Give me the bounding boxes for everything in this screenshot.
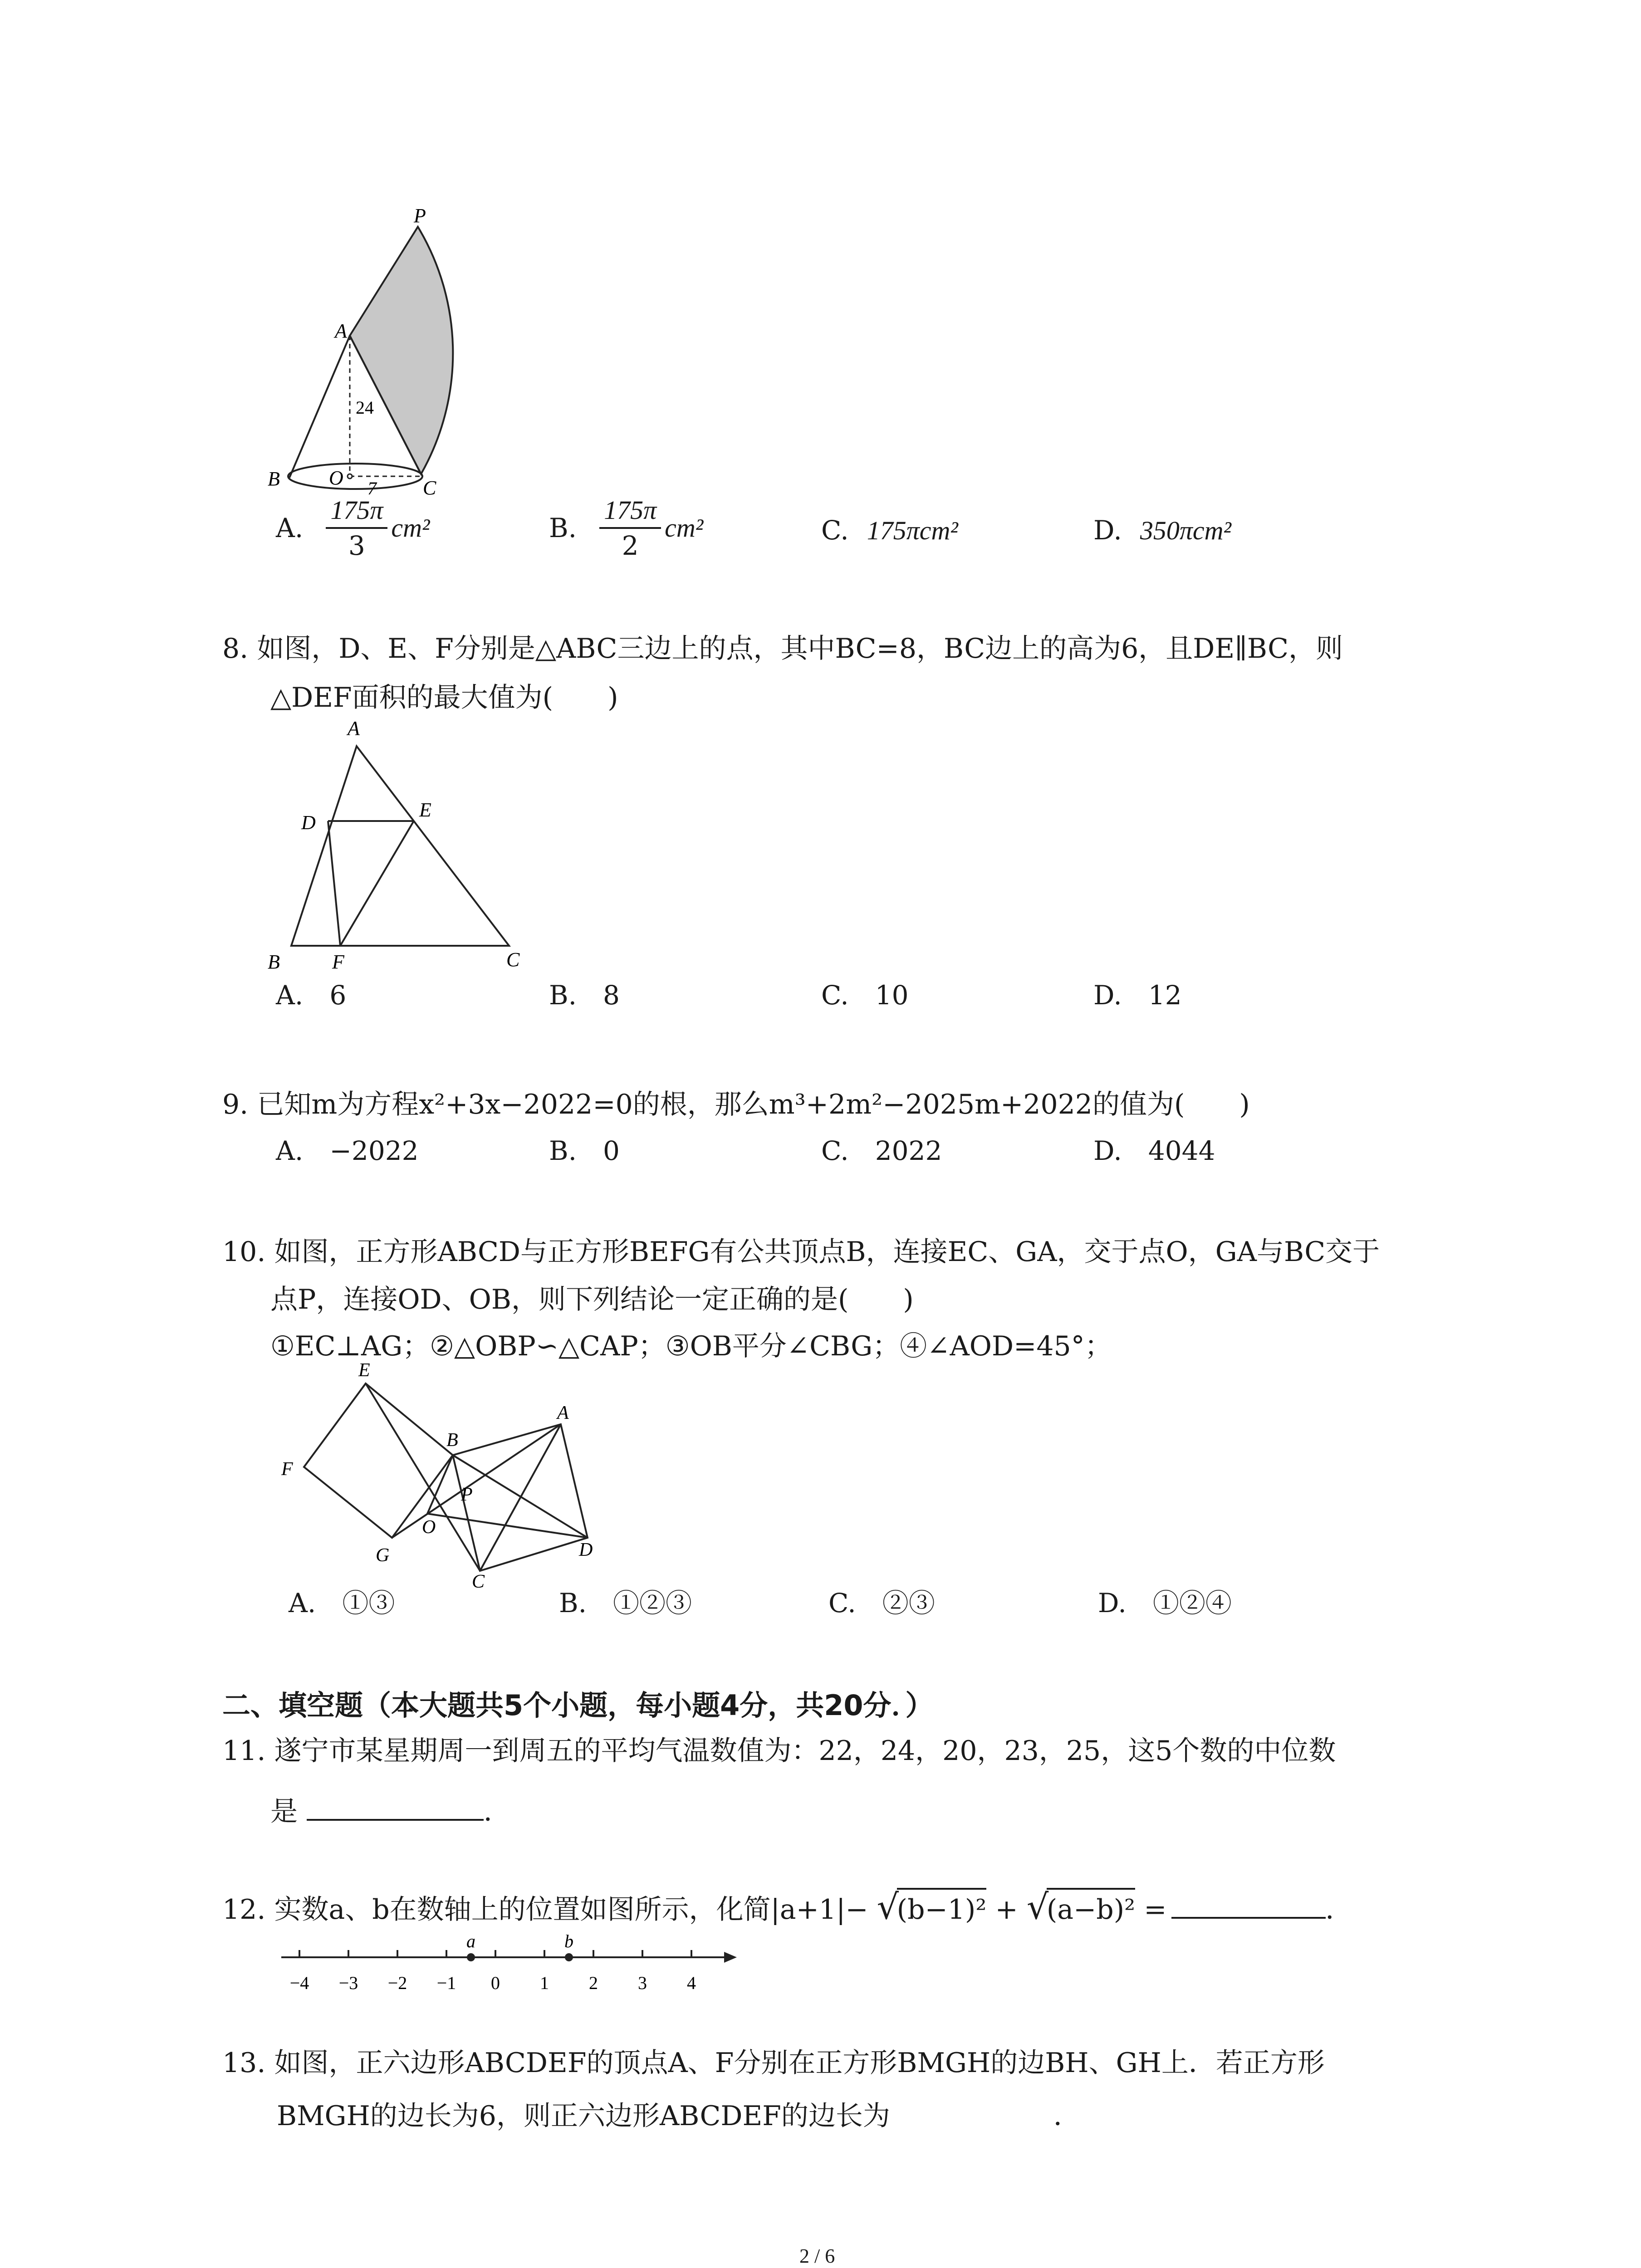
- q9-option-C[interactable]: C. 2022: [821, 1135, 942, 1166]
- q8-figure: [254, 712, 535, 980]
- q11-answer-blank[interactable]: [307, 1792, 484, 1821]
- label-O: O: [329, 467, 343, 489]
- q10-stem-line3: ①EC⊥AG；②△OBP∽△CAP；③OB平分∠CBG；④∠AOD=45°；: [270, 1330, 1112, 1362]
- q9-stem: 9. 已知m为方程x²+3x−2022=0的根，那么m³+2m²−2025m+2022的值为( ): [222, 1089, 1250, 1120]
- q10-option-B[interactable]: B. ①②③: [559, 1588, 692, 1618]
- q12-stem: 12. 实数a、b在数轴上的位置如图所示，化简|a+1|− √ (b−1)² + √ (a−b)² = ．: [222, 1887, 1353, 1927]
- q13-answer-blank[interactable]: [890, 2098, 1053, 2125]
- label-E: E: [358, 1360, 370, 1381]
- label-C: C: [506, 948, 520, 971]
- label-A: A: [335, 320, 347, 342]
- tick-label: 3: [638, 1973, 647, 1993]
- page-number: 2 / 6: [799, 2245, 835, 2267]
- label-radius: 7: [367, 478, 377, 499]
- label-F: F: [281, 1459, 293, 1480]
- label-D: D: [579, 1540, 593, 1560]
- q9-option-A[interactable]: A. −2022: [276, 1135, 419, 1166]
- point-b: [565, 1953, 573, 1961]
- q9-option-D[interactable]: D. 4044: [1093, 1135, 1215, 1166]
- q7-option-B[interactable]: B. $\frac{175\pi}{2}$ cm²: [549, 495, 704, 561]
- point-label-a: a: [466, 1931, 475, 1951]
- tick-label: 2: [589, 1973, 598, 1993]
- tick-label: −4: [289, 1973, 309, 1993]
- q7-option-A[interactable]: A. $\frac{175\pi}{3}$ cm²: [276, 495, 430, 561]
- axis-arrow: [724, 1952, 737, 1963]
- point-a: [467, 1953, 475, 1961]
- label-A: A: [348, 717, 360, 739]
- q7-figure: [254, 200, 508, 508]
- q10-stem-line1: 10. 如图，正方形ABCD与正方形BEFG有公共顶点B，连接EC、GA，交于点O，GA与BC交于: [222, 1236, 1380, 1268]
- q8-option-D[interactable]: D. 12: [1093, 980, 1182, 1011]
- triangle-ABC: [291, 746, 509, 946]
- q8-option-B[interactable]: B. 8: [549, 980, 620, 1011]
- cone-edge-left: [289, 336, 350, 478]
- label-B: B: [268, 468, 280, 490]
- q10-stem-line2: 点P，连接OD、OB，则下列结论一定正确的是( ): [270, 1284, 914, 1315]
- q7-option-C[interactable]: C. 175πcm²: [821, 515, 958, 546]
- label-C: C: [423, 477, 436, 499]
- q11-stem-line1: 11. 遂宁市某星期周一到周五的平均气温数值为：22，24，20，23，25，这5个数的中位数: [222, 1735, 1336, 1767]
- label-G: G: [376, 1545, 390, 1566]
- segment-EC: [366, 1383, 480, 1571]
- label-height: 24: [356, 397, 374, 418]
- label-A: A: [557, 1403, 569, 1423]
- q10-option-D[interactable]: D. ①②④: [1098, 1588, 1232, 1618]
- tick-label: 1: [540, 1973, 549, 1993]
- segment-EF: [340, 821, 414, 946]
- label-B: B: [268, 951, 280, 973]
- q8-option-C[interactable]: C. 10: [821, 980, 909, 1011]
- label-O: O: [422, 1517, 436, 1538]
- label-P: P: [461, 1484, 473, 1505]
- q8-stem-line2: △DEF面积的最大值为( ): [270, 682, 618, 714]
- q12-number-line: [272, 1931, 753, 2003]
- q11-stem-line2: 是 ．: [270, 1792, 511, 1825]
- q8-option-A[interactable]: A. 6: [276, 980, 347, 1011]
- q13-stem-line1: 13. 如图，正六边形ABCDEF的顶点A、F分别在正方形BMGH的边BH、GH上．若正方形: [222, 2047, 1325, 2079]
- sqrt-a-minus-b: √ (a−b)²: [1026, 1887, 1136, 1927]
- tick-label: −1: [436, 1973, 456, 1993]
- section-title-fill-in: 二、填空题（本大题共5个小题，每小题4分，共20分．）: [222, 1689, 934, 1722]
- q10-figure: [272, 1360, 617, 1592]
- tick-label: −3: [338, 1973, 358, 1993]
- segment-DF: [328, 821, 340, 946]
- q10-option-C[interactable]: C. ②③: [828, 1588, 935, 1618]
- tick-label: 4: [687, 1973, 696, 1993]
- q9-option-B[interactable]: B. 0: [549, 1135, 620, 1166]
- q10-option-A[interactable]: A. ①③: [289, 1588, 395, 1618]
- sqrt-b-minus-1: √ (b−1)²: [877, 1887, 987, 1927]
- label-B: B: [446, 1430, 458, 1451]
- tick-label: −2: [387, 1973, 407, 1993]
- label-D: D: [301, 811, 316, 834]
- label-P: P: [414, 205, 426, 227]
- q12-answer-blank[interactable]: [1171, 1892, 1326, 1919]
- tick-label: 0: [491, 1973, 500, 1993]
- point-label-b: b: [564, 1931, 573, 1951]
- label-F: F: [332, 951, 344, 973]
- label-C: C: [472, 1571, 485, 1592]
- center-point: [348, 474, 352, 479]
- q13-stem-line2: BMGH的边长为6，则正六边形ABCDEF的边长为 ．: [277, 2098, 1081, 2130]
- q7-option-D[interactable]: D. 350πcm²: [1093, 515, 1231, 546]
- label-E: E: [419, 799, 431, 821]
- q8-stem-line1: 8. 如图，D、E、F分别是△ABC三边上的点，其中BC=8，BC边上的高为6，且DE∥BC，则: [222, 633, 1343, 665]
